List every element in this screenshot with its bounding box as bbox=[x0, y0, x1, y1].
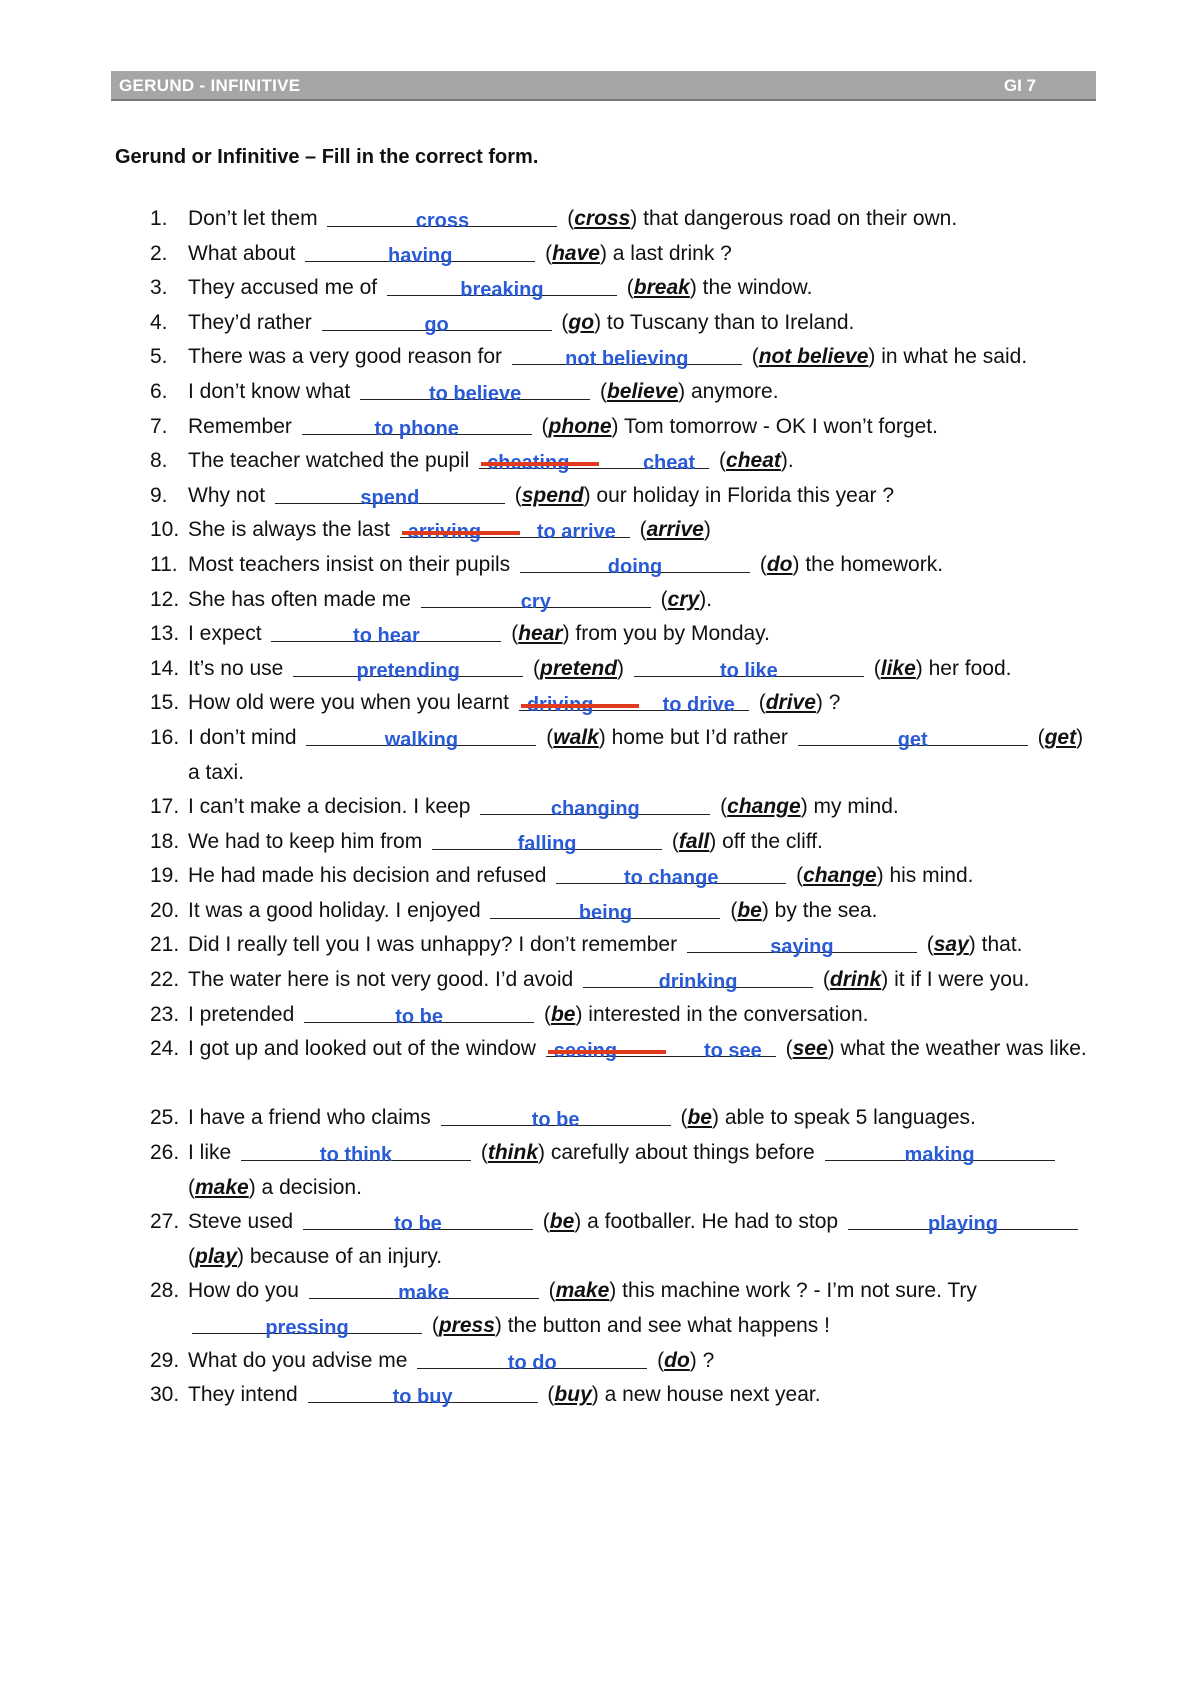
verb-hint-word: spend bbox=[521, 483, 584, 507]
item-text: I expect to hear (hear) from you by Monday. bbox=[188, 617, 1095, 652]
strike-mark bbox=[548, 1050, 666, 1054]
answer-text: cheat bbox=[642, 452, 696, 475]
strike-mark bbox=[402, 531, 520, 535]
verb-hint: (press) bbox=[431, 1314, 502, 1337]
verb-hint: (be) bbox=[542, 1210, 582, 1234]
item-text: I can’t make a decision. I keep changing (change) my mind. bbox=[188, 790, 1095, 825]
answer-text: playing bbox=[927, 1213, 998, 1236]
exercise-item bbox=[150, 340, 1095, 375]
item-number: 26. bbox=[150, 1141, 180, 1165]
answer-blank[interactable] bbox=[479, 444, 709, 475]
answer-blank[interactable] bbox=[520, 548, 750, 578]
answer-blank[interactable] bbox=[275, 479, 505, 509]
verb-hint-word: change bbox=[803, 864, 877, 888]
exercise-item bbox=[150, 617, 1095, 652]
answer-text: changing bbox=[550, 798, 640, 821]
verb-hint: (change) bbox=[796, 864, 884, 888]
answer-blank[interactable] bbox=[421, 583, 651, 613]
verb-hint: (make) bbox=[548, 1279, 617, 1303]
answer-text: spend bbox=[360, 486, 420, 509]
verb-hint: (cheat) bbox=[719, 449, 788, 473]
item-number: 8. bbox=[150, 449, 168, 473]
answer-text: to be bbox=[394, 1213, 442, 1236]
header-bar bbox=[111, 71, 1096, 101]
verb-hint: (phone) bbox=[541, 414, 619, 438]
verb-hint-word: walk bbox=[553, 725, 599, 749]
verb-hint-word: have bbox=[552, 241, 600, 265]
item-number: 14. bbox=[150, 656, 180, 680]
verb-hint: (cry) bbox=[660, 587, 707, 611]
verb-hint-word: make bbox=[195, 1175, 249, 1199]
exercise-item bbox=[150, 1205, 1095, 1274]
answer-blank[interactable] bbox=[360, 375, 590, 405]
verb-hint-word: say bbox=[933, 933, 969, 957]
verb-hint-word: phone bbox=[548, 414, 612, 438]
item-number: 27. bbox=[150, 1210, 180, 1234]
verb-hint-word: be bbox=[737, 898, 762, 922]
answer-blank[interactable] bbox=[309, 1274, 539, 1305]
header-code: GI 7 bbox=[1003, 76, 1036, 95]
answer-text: being bbox=[578, 901, 633, 924]
answer-blank[interactable] bbox=[302, 410, 532, 440]
verb-hint: (drink) bbox=[822, 968, 889, 992]
verb-hint-word: think bbox=[487, 1141, 539, 1165]
verb-hint: (have) bbox=[545, 241, 607, 265]
exercise-item bbox=[150, 1274, 1095, 1343]
exercise-item bbox=[150, 894, 1095, 929]
verb-hint: (fall) bbox=[671, 829, 717, 853]
exercise-item bbox=[150, 1136, 1095, 1205]
item-number: 28. bbox=[150, 1279, 180, 1303]
answer-blank[interactable] bbox=[798, 721, 1028, 751]
verb-hint: (break) bbox=[626, 276, 697, 300]
verb-hint-word: be bbox=[550, 1002, 576, 1026]
exercise-item bbox=[150, 859, 1095, 894]
answer-text: pressing bbox=[265, 1317, 349, 1339]
item-text: We had to keep him from falling (fall) off the cliff. bbox=[188, 825, 1095, 860]
exercise-item bbox=[150, 1344, 1095, 1379]
verb-hint-word: break bbox=[633, 276, 690, 300]
item-number: 29. bbox=[150, 1348, 180, 1372]
item-number: 23. bbox=[150, 1002, 180, 1026]
verb-hint: (be) bbox=[680, 1106, 719, 1130]
answer-text: saying bbox=[770, 936, 834, 959]
verb-hint-word: do bbox=[766, 552, 793, 576]
verb-hint-word: change bbox=[727, 795, 801, 819]
answer-text: to buy bbox=[392, 1386, 453, 1409]
verb-hint: (pretend) bbox=[533, 656, 625, 680]
exercise-item bbox=[150, 825, 1095, 860]
item-text: It was a good holiday. I enjoyed being (be) by the sea. bbox=[188, 894, 1095, 929]
answer-blank[interactable] bbox=[634, 652, 864, 682]
item-text: I like to think (think) carefully about things before making (make) a decision. bbox=[188, 1136, 1095, 1205]
answer-text: to do bbox=[507, 1351, 557, 1374]
item-number: 2. bbox=[150, 241, 168, 265]
verb-hint: (think) bbox=[480, 1141, 546, 1165]
verb-hint: (buy) bbox=[547, 1383, 599, 1407]
exercise-item bbox=[150, 271, 1095, 306]
exercise-item bbox=[150, 479, 1095, 514]
answer-blank[interactable] bbox=[304, 998, 534, 1028]
answer-blank[interactable] bbox=[417, 1344, 647, 1374]
page-title: Gerund or Infinitive – Fill in the correct form. bbox=[115, 146, 539, 168]
verb-hint-word: see bbox=[792, 1037, 828, 1061]
answer-blank[interactable] bbox=[583, 963, 813, 994]
verb-hint-word: go bbox=[568, 310, 595, 334]
item-text: She has often made me cry (cry). bbox=[188, 583, 1095, 618]
verb-hint: (play) bbox=[188, 1244, 245, 1268]
verb-hint: (hear) bbox=[511, 622, 570, 646]
answer-blank[interactable] bbox=[432, 825, 662, 855]
verb-hint: (make) bbox=[188, 1175, 256, 1199]
item-text: Don’t let them cross (cross) that dangerous road on their own. bbox=[188, 202, 1095, 237]
verb-hint-word: get bbox=[1044, 725, 1077, 749]
answer-text: falling bbox=[517, 832, 577, 855]
verb-hint-word: cross bbox=[574, 207, 631, 230]
item-text: He had made his decision and refused to change (change) his mind. bbox=[188, 859, 1095, 894]
answer-blank[interactable] bbox=[441, 1101, 671, 1132]
item-number: 24. bbox=[150, 1037, 180, 1061]
item-text: They’d rather go (go) to Tuscany than to Ireland. bbox=[188, 306, 1095, 341]
verb-hint-word: pretend bbox=[540, 656, 618, 680]
verb-hint: (arrive) bbox=[639, 518, 711, 542]
item-number: 9. bbox=[150, 483, 168, 507]
answer-text: to be bbox=[395, 1005, 443, 1028]
item-text: There was a very good reason for not believing (not believe) in what he said. bbox=[188, 340, 1095, 375]
verb-hint-word: cheat bbox=[726, 449, 781, 473]
verb-hint-word: cry bbox=[667, 587, 700, 611]
exercise-item bbox=[150, 444, 1095, 479]
answer-blank[interactable] bbox=[327, 202, 557, 232]
answer-text: having bbox=[388, 244, 453, 267]
exercise-item bbox=[150, 306, 1095, 341]
answer-blank[interactable] bbox=[825, 1136, 1055, 1167]
answer-blank[interactable] bbox=[556, 859, 786, 890]
item-text: I don’t know what to believe (believe) anymore. bbox=[188, 375, 1095, 410]
item-number: 12. bbox=[150, 587, 180, 611]
item-text: Steve used to be (be) a footballer. He had to stop playing (play) because of an injury. bbox=[188, 1205, 1095, 1274]
exercise-item bbox=[150, 790, 1095, 825]
answer-text: drinking bbox=[658, 971, 738, 994]
answer-text: to be bbox=[531, 1109, 580, 1132]
item-text: I don’t mind walking (walk) home but I’d rather get (get) a taxi. bbox=[188, 721, 1095, 790]
item-text: She is always the last to arrive (arrive) bbox=[188, 513, 1095, 548]
answer-blank[interactable] bbox=[387, 271, 617, 302]
answer-blank[interactable] bbox=[306, 721, 536, 751]
item-text: How old were you when you learnt to drive (drive) ? bbox=[188, 686, 1095, 721]
answer-blank[interactable] bbox=[192, 1309, 422, 1339]
exercise-item bbox=[150, 410, 1095, 445]
strike-mark bbox=[521, 704, 639, 708]
verb-hint-word: drink bbox=[829, 968, 882, 992]
item-number: 4. bbox=[150, 310, 168, 334]
verb-hint: (say) bbox=[926, 933, 976, 957]
exercise-item bbox=[150, 1032, 1095, 1101]
item-text: Remember to phone (phone) Tom tomorrow - OK I won’t forget. bbox=[188, 410, 1095, 445]
answer-text: to think bbox=[319, 1144, 393, 1167]
item-text: I got up and looked out of the window to see (see) what the weather was like. bbox=[188, 1032, 1095, 1067]
exercise-item bbox=[150, 583, 1095, 618]
exercise-item bbox=[150, 548, 1095, 583]
item-number: 19. bbox=[150, 864, 180, 888]
verb-hint-word: not believe bbox=[758, 345, 869, 369]
answer-blank[interactable] bbox=[271, 617, 501, 648]
item-number: 15. bbox=[150, 691, 180, 715]
verb-hint: (like) bbox=[873, 656, 923, 680]
answer-text: make bbox=[398, 1282, 450, 1305]
verb-hint-word: be bbox=[549, 1210, 575, 1234]
item-number: 16. bbox=[150, 725, 180, 749]
exercise-item bbox=[150, 928, 1095, 963]
item-text: They accused me of breaking (break) the window. bbox=[188, 271, 1095, 306]
answer-blank[interactable] bbox=[322, 306, 552, 336]
exercise-item bbox=[150, 652, 1095, 687]
answer-blank[interactable] bbox=[241, 1136, 471, 1167]
exercise-item bbox=[150, 963, 1095, 998]
answer-text: making bbox=[904, 1144, 975, 1167]
item-number: 7. bbox=[150, 414, 168, 438]
verb-hint: (cross) bbox=[567, 207, 638, 230]
answer-text: breaking bbox=[460, 279, 544, 302]
item-text: How do you make (make) this machine work ? - I’m not sure. Try pressing (press) the button and see what happens ! bbox=[188, 1274, 1095, 1343]
item-number: 18. bbox=[150, 829, 180, 853]
exercise-item bbox=[150, 375, 1095, 410]
answer-text: to change bbox=[624, 867, 719, 890]
verb-hint-word: be bbox=[687, 1106, 712, 1130]
answer-blank[interactable] bbox=[400, 513, 630, 544]
header-title: GERUND - INFINITIVE bbox=[119, 76, 301, 95]
item-text: I pretended to be (be) interested in the conversation. bbox=[188, 998, 1095, 1033]
item-text: What about having (have) a last drink ? bbox=[188, 237, 1095, 272]
verb-hint: (believe) bbox=[599, 379, 686, 403]
verb-hint: (do) bbox=[657, 1348, 697, 1372]
item-number: 21. bbox=[150, 933, 180, 957]
verb-hint: (change) bbox=[720, 795, 808, 819]
item-text: Did I really tell you I was unhappy? I don’t remember saying (say) that. bbox=[188, 928, 1095, 963]
answer-text: to drive bbox=[662, 694, 735, 717]
item-number: 30. bbox=[150, 1383, 180, 1407]
answer-text: cry bbox=[520, 590, 551, 613]
item-number: 22. bbox=[150, 968, 180, 992]
verb-hint: (be) bbox=[543, 1002, 583, 1026]
answer-text: to phone bbox=[374, 417, 459, 440]
exercise-item bbox=[150, 202, 1095, 237]
strike-mark bbox=[481, 462, 599, 466]
verb-hint-word: make bbox=[555, 1279, 610, 1303]
answer-text: to hear bbox=[353, 625, 420, 648]
exercise-item bbox=[150, 513, 1095, 548]
answer-text: to believe bbox=[428, 382, 522, 405]
answer-text: pretending bbox=[356, 659, 460, 682]
item-text: I have a friend who claims to be (be) able to speak 5 languages. bbox=[188, 1101, 1095, 1136]
answer-blank[interactable] bbox=[305, 237, 535, 267]
item-text: It’s no use pretending (pretend) to like (like) her food. bbox=[188, 652, 1095, 687]
verb-hint-word: fall bbox=[678, 829, 710, 853]
verb-hint: (walk) bbox=[546, 725, 606, 749]
exercise-item bbox=[150, 721, 1095, 790]
verb-hint: (be) bbox=[730, 898, 769, 922]
answer-blank[interactable] bbox=[512, 340, 742, 371]
verb-hint: (do) bbox=[759, 552, 800, 576]
exercise-item bbox=[150, 998, 1095, 1033]
answer-blank[interactable] bbox=[480, 790, 710, 821]
answer-blank[interactable] bbox=[293, 652, 523, 682]
verb-hint: (go) bbox=[561, 310, 602, 334]
item-text: Most teachers insist on their pupils doing (do) the homework. bbox=[188, 548, 1095, 583]
verb-hint-word: buy bbox=[554, 1383, 592, 1407]
verb-hint-word: believe bbox=[606, 379, 679, 403]
verb-hint-word: arrive bbox=[646, 518, 704, 542]
answer-text: cross bbox=[415, 210, 470, 232]
answer-blank[interactable] bbox=[546, 1032, 776, 1063]
exercise-item bbox=[150, 237, 1095, 272]
answer-text: to like bbox=[719, 659, 778, 682]
verb-hint-word: hear bbox=[518, 622, 563, 646]
item-number: 6. bbox=[150, 379, 168, 403]
item-text: Why not spend (spend) our holiday in Florida this year ? bbox=[188, 479, 1095, 514]
answer-text: doing bbox=[607, 555, 663, 578]
verb-hint: (drive) bbox=[758, 691, 823, 715]
verb-hint: (not believe) bbox=[751, 345, 876, 369]
item-number: 1. bbox=[150, 207, 168, 230]
item-number: 5. bbox=[150, 345, 168, 369]
verb-hint: (see) bbox=[785, 1037, 835, 1061]
item-text: They intend to buy (buy) a new house next year. bbox=[188, 1378, 1095, 1413]
answer-text: to see bbox=[703, 1040, 762, 1063]
answer-blank[interactable] bbox=[303, 1205, 533, 1236]
item-number: 10. bbox=[150, 518, 180, 542]
verb-hint: (spend) bbox=[514, 483, 591, 507]
verb-hint-word: press bbox=[438, 1314, 495, 1337]
answer-blank[interactable] bbox=[848, 1205, 1078, 1236]
answer-text: walking bbox=[384, 728, 459, 751]
answer-text: not believing bbox=[565, 348, 689, 371]
answer-text: go bbox=[424, 313, 449, 336]
answer-text: get bbox=[897, 728, 928, 751]
answer-blank[interactable] bbox=[519, 686, 749, 717]
item-number: 11. bbox=[150, 552, 178, 576]
item-number: 3. bbox=[150, 276, 168, 300]
exercise-item bbox=[150, 686, 1095, 721]
answer-blank[interactable] bbox=[490, 894, 720, 924]
verb-hint-word: drive bbox=[765, 691, 816, 715]
item-number: 17. bbox=[150, 795, 180, 819]
item-text: The teacher watched the pupil cheat (cheat). bbox=[188, 444, 1095, 479]
answer-text: to arrive bbox=[536, 521, 616, 544]
verb-hint-word: play bbox=[195, 1244, 238, 1268]
item-number: 20. bbox=[150, 898, 180, 922]
exercise-item bbox=[150, 1101, 1095, 1136]
verb-hint-word: do bbox=[664, 1348, 690, 1372]
item-number: 13. bbox=[150, 622, 180, 646]
item-text: What do you advise me to do (do) ? bbox=[188, 1344, 1095, 1379]
exercise-item bbox=[150, 1378, 1095, 1413]
item-number: 25. bbox=[150, 1106, 180, 1130]
verb-hint: (get) bbox=[1037, 725, 1084, 749]
answer-blank[interactable] bbox=[687, 928, 917, 959]
exercise-list bbox=[150, 202, 1095, 1413]
item-text: The water here is not very good. I’d avoid drinking (drink) it if I were you. bbox=[188, 963, 1095, 998]
answer-blank[interactable] bbox=[308, 1378, 538, 1409]
verb-hint-word: like bbox=[880, 656, 916, 680]
